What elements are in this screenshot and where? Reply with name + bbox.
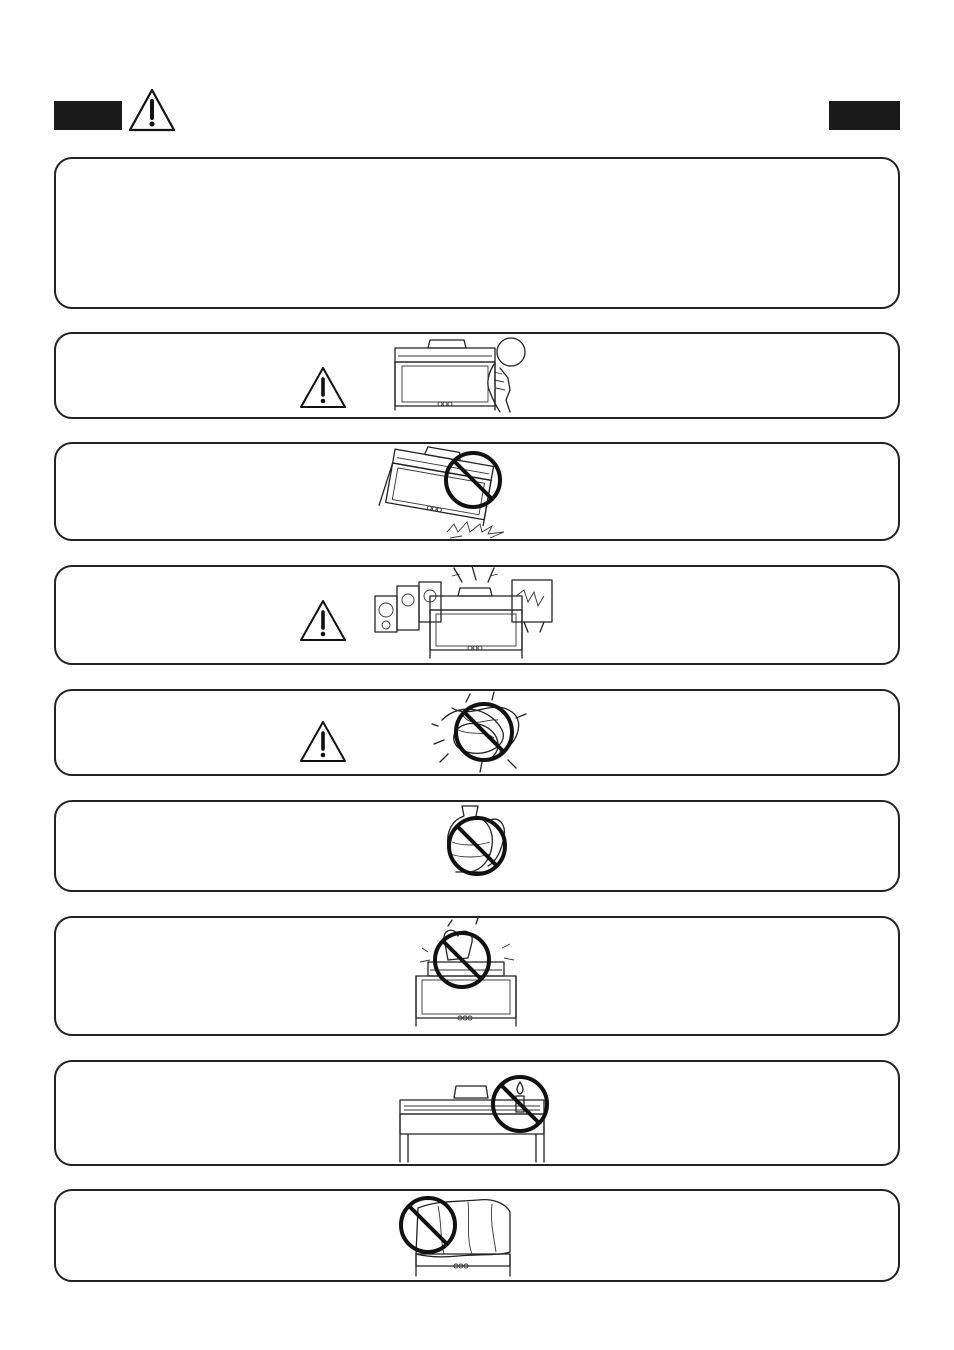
intro-box (54, 157, 900, 309)
prohibited-vase-illustration (442, 802, 512, 880)
prohibited-tilting-piano-illustration (372, 444, 522, 539)
prohibited-cloth-cover-illustration (398, 1196, 518, 1280)
prohibited-candle-illustration (394, 1074, 554, 1164)
prohibited-tangled-cords-illustration (432, 690, 532, 775)
warning-triangle-icon (127, 87, 177, 133)
header-tab-right (829, 101, 900, 130)
prohibited-standing-on-piano-illustration (408, 918, 528, 1028)
warning-triangle-icon (299, 366, 347, 410)
stereo-piano-tv-illustration (372, 566, 557, 661)
header-tab-left (54, 101, 122, 130)
piano-outlet-illustration (390, 334, 530, 416)
warning-triangle-icon (299, 720, 347, 764)
warning-triangle-icon (299, 599, 347, 643)
